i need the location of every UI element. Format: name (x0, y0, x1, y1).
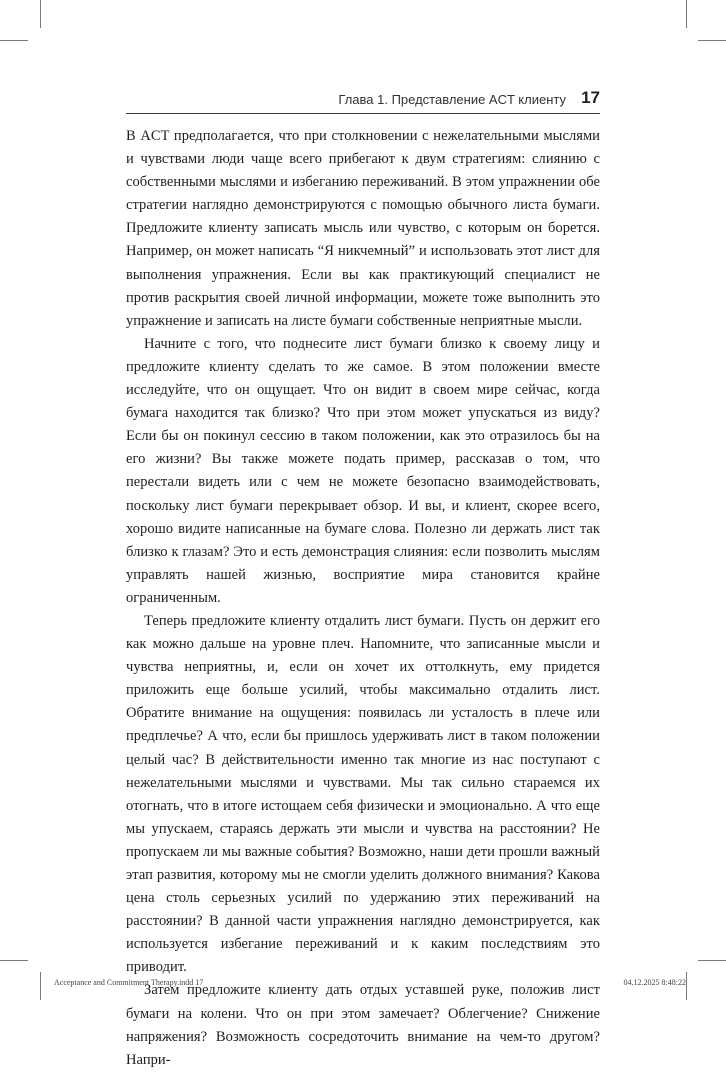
crop-mark (40, 0, 41, 28)
paragraph: Затем предложите клиенту дать отдых уставшей руке, положив лист бумаги на колени. Что он при этом замечает? Облегчение? Снижение напряжения? Возможность сосредоточить внимание на чем-то другом? Напри- (126, 982, 600, 1068)
crop-mark (0, 40, 28, 41)
print-slug (0, 978, 726, 992)
slug-timestamp: 04.12.2025 8:48:22 (623, 978, 686, 987)
paragraph: Начните с того, что поднесите лист бумаги близко к своему лицу и предложите клиенту сделать то же самое. В этом положении вместе исследуйте, что он ощущает. Что он видит в своем мире сейчас, когда бумага находится так близко? Что при этом может упускаться из виду? Если бы он покинул сессию в таком положении, как это отразилось бы на его жизни? Вы также можете подать пример, рассказав о том, что перестали видеть или с чем не можете безопасно взаимодействовать, поскольку лист бумаги перекрывает обзор. И вы, и клиент, скорее всего, хорошо видите написанные на бумаге слова. Полезно ли держать лист так близко к глазам? Это и есть демонстрация слияния: если позволить мыслям управлять нашей жизнью, восприятие мира становится крайне ограниченным. (126, 335, 600, 606)
page-number: 17 (581, 88, 600, 107)
running-header (126, 88, 600, 112)
crop-mark (698, 960, 726, 961)
crop-mark (698, 40, 726, 41)
header-rule (126, 113, 600, 114)
crop-mark (0, 960, 28, 961)
slug-file-name: Acceptance and Commitment Therapy.indd 17 (54, 978, 204, 987)
body-text (126, 125, 600, 1072)
crop-mark (686, 0, 687, 28)
paragraph: Теперь предложите клиенту отдалить лист бумаги. Пусть он держит его как можно дальше на уровне плеч. Напомните, что записанные мысли и чувства неприятны, и, если он хочет их оттолкнуть, ему придется приложить еще больше усилий, чтобы максимально отдалить лист. Обратите внимание на ощущения: появилась ли усталость в плече или предплечье? А что, если бы пришлось удерживать лист в таком положении целый час? В действительности именно так многие из нас поступают с нежелательными мыслями и чувствами. Мы так сильно стараемся их отогнать, что в итоге истощаем себя физически и эмоционально. А что еще мы упускаем, стараясь держать эти мысли и чувства на расстоянии? Не пропускаем ли мы важные события? Возможно, наши дети прошли важный этап развития, которому мы не смогли уделить должного внимания? Какова цена столь серьезных усилий по удержанию этих переживаний на расстоянии? В данной части упражнения наглядно демонстрируется, как используется избегание переживаний и к каким последствиям это приводит. (126, 612, 600, 976)
paragraph: В ACT предполагается, что при столкновении с нежелательными мыслями и чувствами люди чаще всего прибегают к двум стратегиям: слиянию с собственными мыслями и избеганию переживаний. В этом упражнении обе стратегии наглядно демонстрируются с помощью обычного листа бумаги. Предложите клиенту записать мысль или чувство, с которым он борется. Например, он может написать “Я никчемный” и использовать этот лист для выполнения упражнения. Если вы как практикующий специалист не против раскрытия своей личной информации, можете тоже выполнить это упражнение и записать на листе бумаги собственные неприятные мысли. (126, 128, 600, 329)
running-title: Глава 1. Представление ACT клиенту (338, 92, 566, 107)
